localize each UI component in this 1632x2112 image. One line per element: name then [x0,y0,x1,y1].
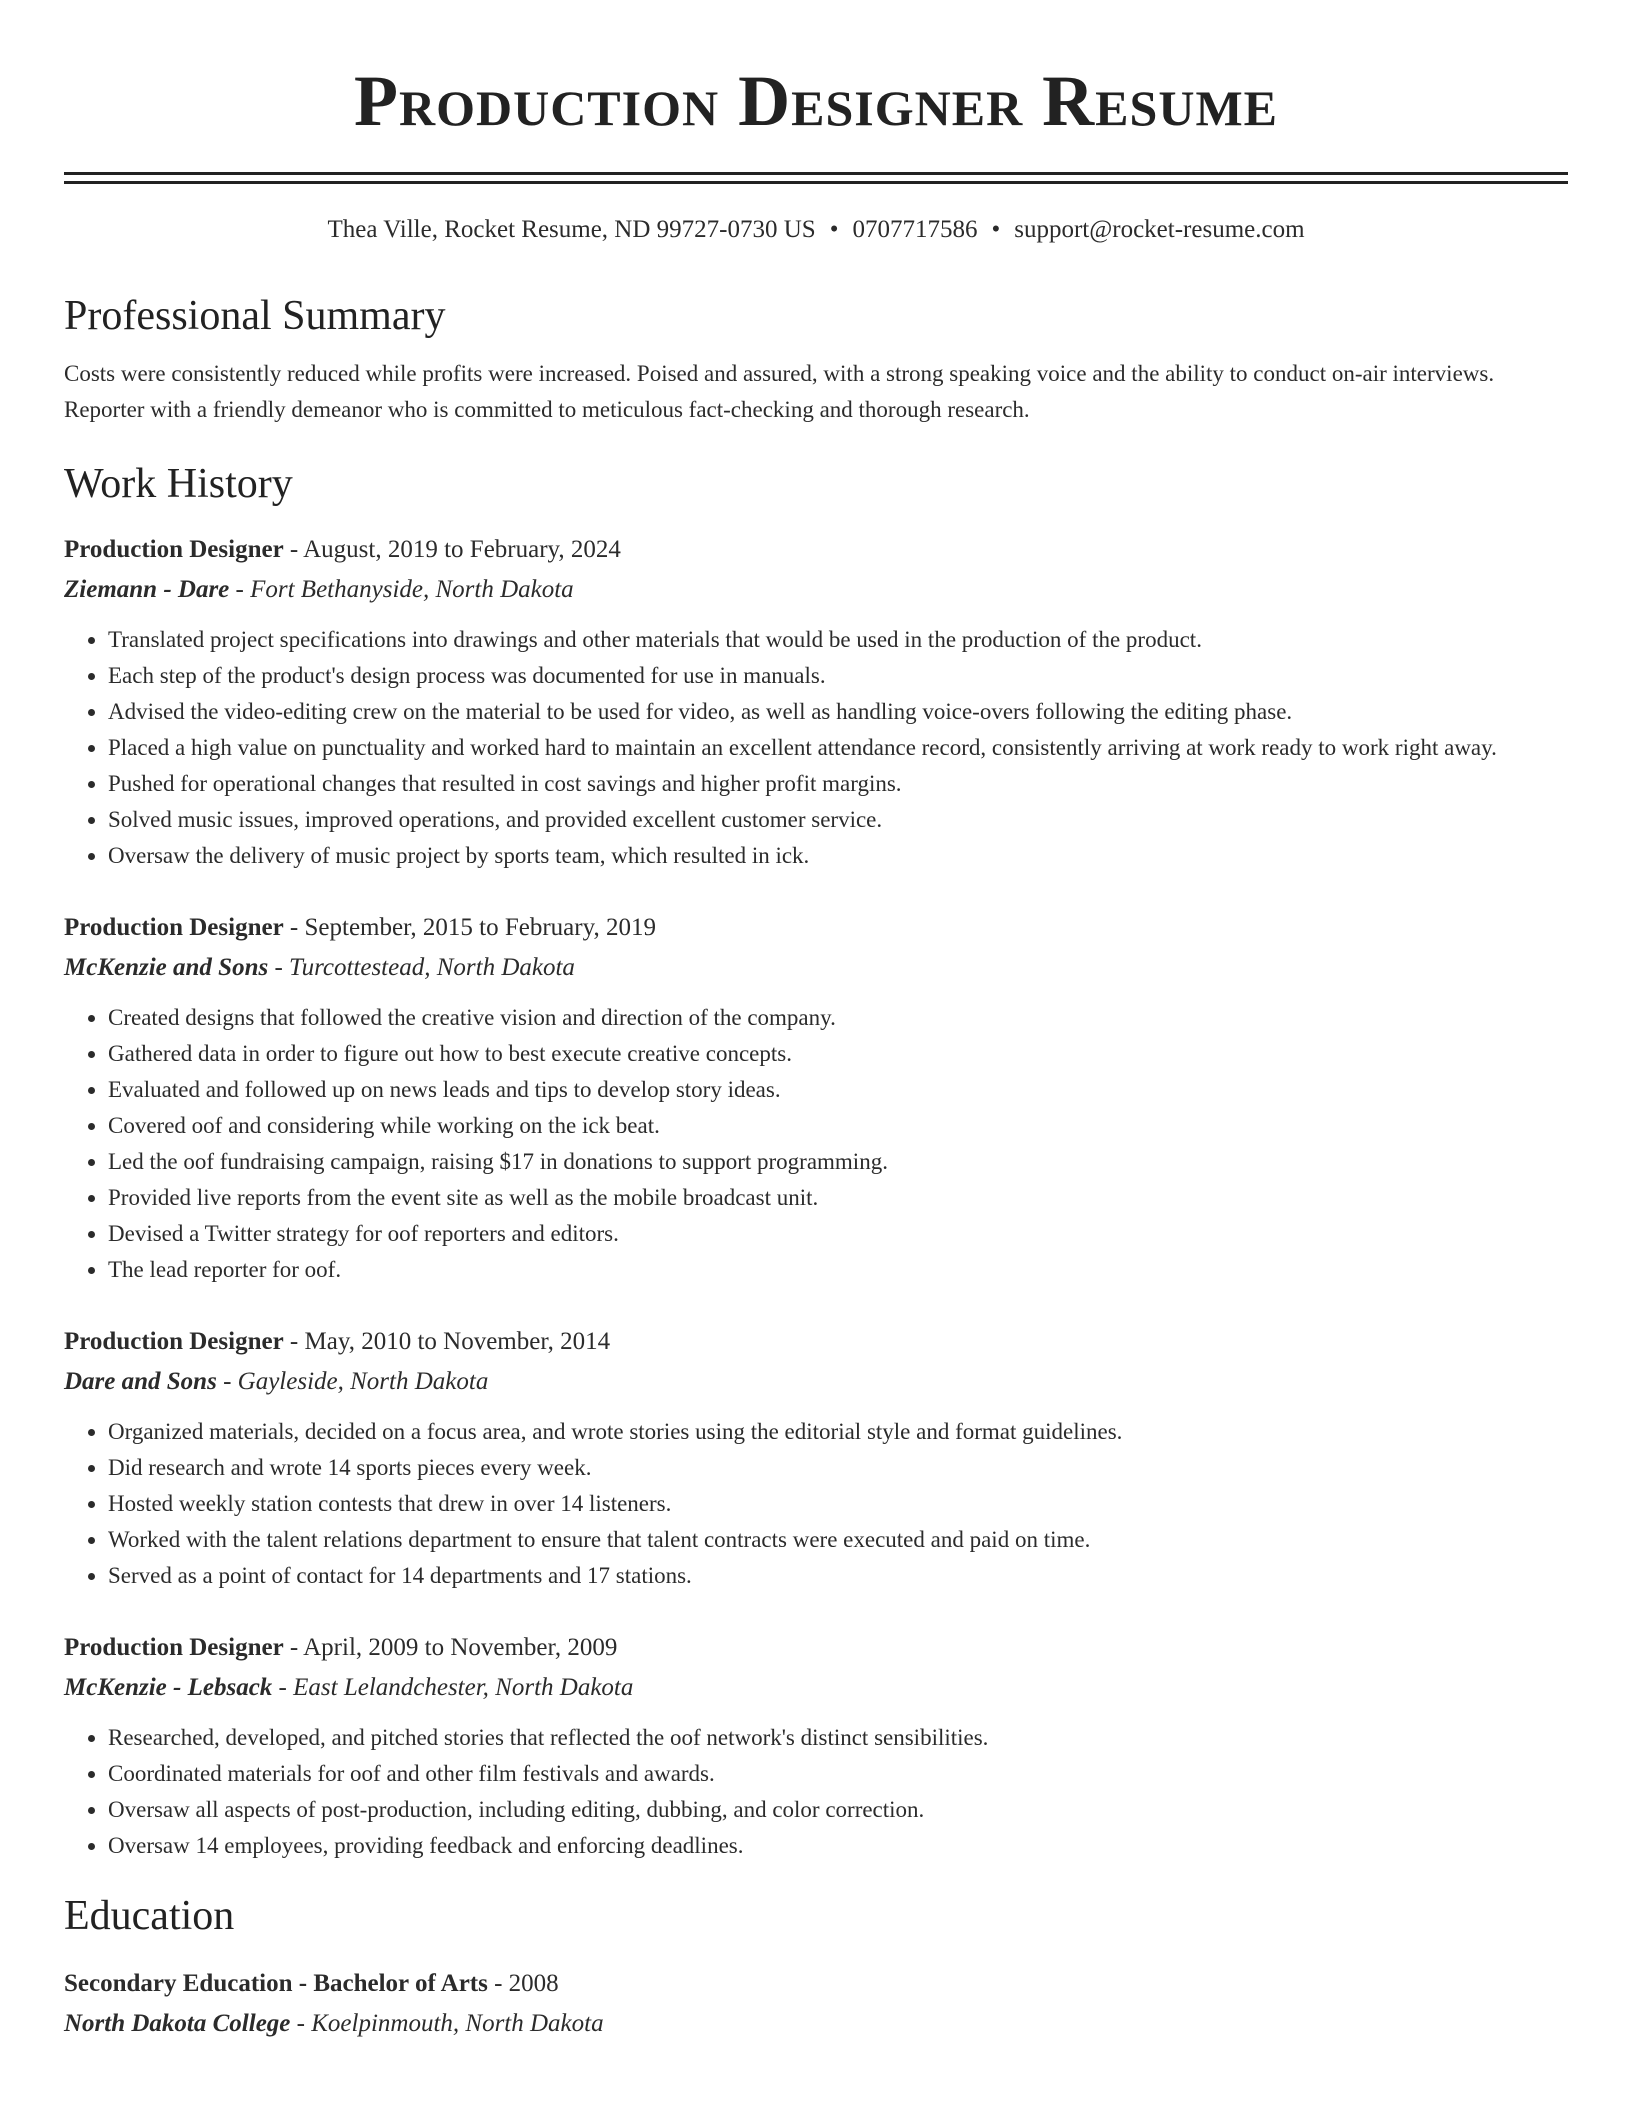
job-dates: - May, 2010 to November, 2014 [283,1328,611,1355]
job-bullet: • Pushed for operational changes that resulted in cost savings and higher profit margins. [108,766,1568,802]
contact-separator: • [829,216,839,243]
job-dates: - August, 2019 to February, 2024 [283,536,621,563]
job-bullet-list [64,622,1568,874]
graduation-year: - 2008 [487,1970,559,1997]
company-location: - Gayleside, North Dakota [216,1368,489,1395]
job-employer [64,948,1568,988]
job-bullet: • Coordinated materials for oof and other film festivals and awards. [108,1756,1568,1792]
job-bullet: • Did research and wrote 14 sports pieces every week. [108,1450,1568,1486]
job-bullet-list [64,1720,1568,1864]
job-bullet: • Led the oof fundraising campaign, raising $17 in donations to support programming. [108,1144,1568,1180]
job-entry [64,1628,1568,1864]
job-bullet-list [64,1000,1568,1288]
company-name: Dare and Sons [64,1368,217,1395]
job-employer [64,1668,1568,1708]
job-bullet: • Evaluated and followed up on news leads and tips to develop story ideas. [108,1072,1568,1108]
company-name: McKenzie and Sons [64,954,269,981]
job-bullet: • Placed a high value on punctuality and worked hard to maintain an excellent attendance record, consistently arriving at work ready to work right away. [108,730,1568,766]
job-bullet: • Covered oof and considering while working on the ick beat. [108,1108,1568,1144]
education-list [64,1964,1568,2044]
degree-name: Secondary Education - Bachelor of Arts [64,1970,488,1997]
job-header [64,1628,1568,1668]
company-location: - East Lelandchester, North Dakota [272,1674,634,1701]
job-bullet: • Translated project specifications into drawings and other materials that would be used in the production of the product. [108,622,1568,658]
contact-email: support@rocket-resume.com [1014,216,1305,243]
contact-address: Thea Ville, Rocket Resume, ND 99727-0730 US [327,216,816,243]
job-bullet: • Provided live reports from the event site as well as the mobile broadcast unit. [108,1180,1568,1216]
summary-heading: Professional Summary [64,293,446,339]
school-name: North Dakota College [64,2010,291,2037]
job-title: Production Designer [64,1634,284,1661]
page-title: Production Designer Resume [354,61,1278,141]
job-entry [64,908,1568,1288]
education-school [64,2004,1568,2044]
job-title: Production Designer [64,536,284,563]
job-bullet: • Hosted weekly station contests that drew in over 14 listeners. [108,1486,1568,1522]
job-bullet: • Gathered data in order to figure out how to best execute creative concepts. [108,1036,1568,1072]
job-employer [64,570,1568,610]
job-bullet: • Researched, developed, and pitched stories that reflected the oof network's distinct sensibilities. [108,1720,1568,1756]
job-bullet: • The lead reporter for oof. [108,1252,1568,1288]
job-bullet-list [64,1414,1568,1594]
job-entry [64,530,1568,874]
job-title: Production Designer [64,1328,284,1355]
job-employer [64,1362,1568,1402]
education-header [64,1964,1568,2004]
title-divider-top [64,172,1568,175]
job-bullet: • Solved music issues, improved operations, and provided excellent customer service. [108,802,1568,838]
summary-text: Costs were consistently reduced while profits were increased. Poised and assured, with a strong speaking voice and the ability to conduct on-air interviews. Reporter with a friendly demeanor who is committed to meticulous fact-checking and thorough research. [64,361,1495,422]
job-bullet: • Served as a point of contact for 14 departments and 17 stations. [108,1558,1568,1594]
job-bullet: • Oversaw all aspects of post-production, including editing, dubbing, and color correction. [108,1792,1568,1828]
job-bullet: • Oversaw 14 employees, providing feedback and enforcing deadlines. [108,1828,1568,1864]
company-location: - Turcottestead, North Dakota [268,954,575,981]
job-bullet: • Each step of the product's design process was documented for use in manuals. [108,658,1568,694]
job-bullet: • Created designs that followed the creative vision and direction of the company. [108,1000,1568,1036]
work-history-list [64,530,1568,1864]
job-header [64,908,1568,948]
job-bullet: • Oversaw the delivery of music project by sports team, which resulted in ick. [108,838,1568,874]
company-location: - Fort Bethanyside, North Dakota [229,576,574,603]
title-divider-bottom [64,181,1568,184]
job-entry [64,1322,1568,1594]
job-header [64,530,1568,570]
job-bullet: • Devised a Twitter strategy for oof reporters and editors. [108,1216,1568,1252]
job-bullet: • Advised the video-editing crew on the material to be used for video, as well as handling voice-overs following the editing phase. [108,694,1568,730]
job-bullet: • Organized materials, decided on a focus area, and wrote stories using the editorial style and format guidelines. [108,1414,1568,1450]
contact-phone: 0707717586 [852,216,978,243]
job-bullet: • Worked with the talent relations department to ensure that talent contracts were executed and paid on time. [108,1522,1568,1558]
work-history-heading: Work History [64,461,293,507]
school-location: - Koelpinmouth, North Dakota [290,2010,604,2037]
job-dates: - April, 2009 to November, 2009 [283,1634,618,1661]
education-entry [64,1964,1568,2044]
job-title: Production Designer [64,914,284,941]
contact-separator: • [991,216,1001,243]
company-name: McKenzie - Lebsack [64,1674,273,1701]
company-name: Ziemann - Dare [64,576,230,603]
contact-line [64,216,1568,244]
job-header [64,1322,1568,1362]
education-heading: Education [64,1893,235,1939]
job-dates: - September, 2015 to February, 2019 [283,914,656,941]
